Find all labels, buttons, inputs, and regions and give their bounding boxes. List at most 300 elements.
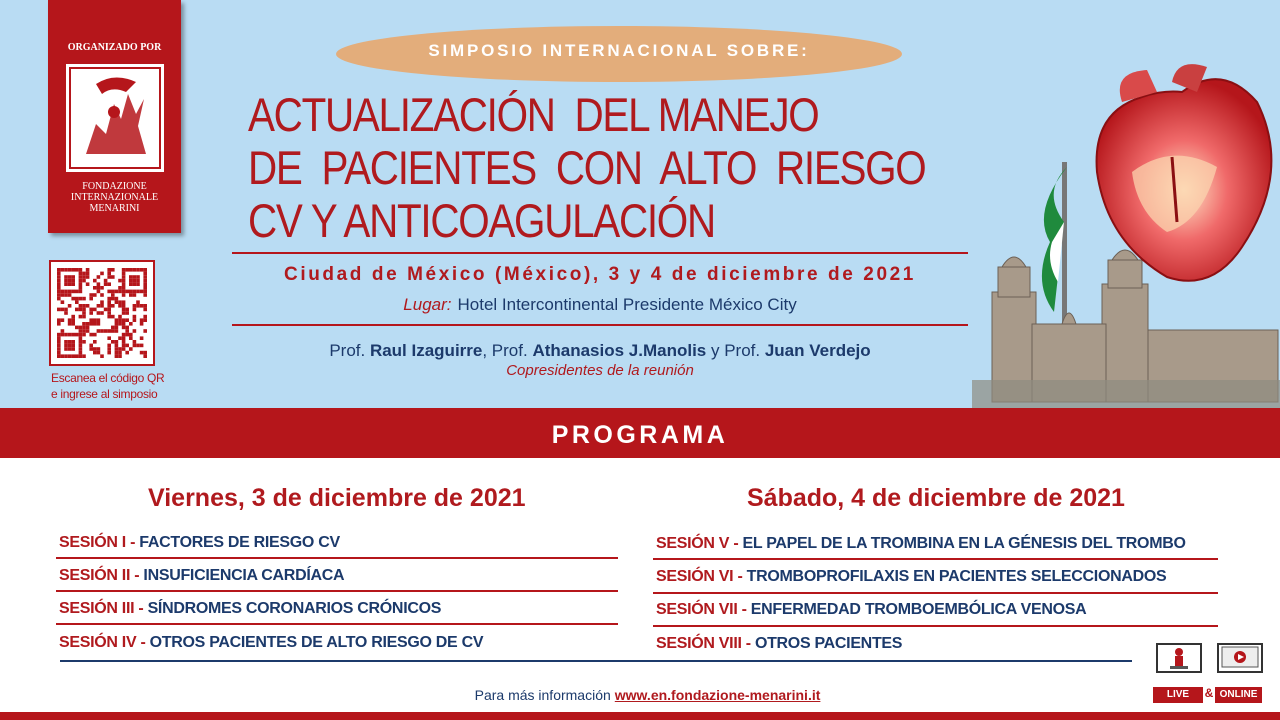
- qr-module: [61, 290, 65, 294]
- qr-module: [140, 268, 144, 272]
- session-title: ENFERMEDAD TROMBOEMBÓLICA VENOSA: [750, 601, 1087, 618]
- qr-module: [115, 340, 119, 344]
- qr-module: [57, 272, 61, 276]
- qr-module: [107, 315, 111, 319]
- session-title: EL PAPEL DE LA TROMBINA EN LA GÉNESIS DEL TROMBO: [742, 535, 1186, 552]
- chair-prefix: , Prof.: [482, 341, 533, 360]
- qr-module: [136, 304, 140, 308]
- qr-module: [64, 340, 68, 344]
- qr-module: [93, 286, 97, 290]
- qr-module: [143, 351, 147, 355]
- qr-module: [82, 304, 86, 308]
- qr-module: [122, 272, 126, 276]
- qr-module: [64, 311, 68, 315]
- qr-module: [86, 329, 90, 333]
- session-number: SESIÓN III -: [59, 600, 148, 617]
- qr-module: [125, 333, 129, 337]
- qr-module: [75, 300, 79, 304]
- session-item: [59, 567, 344, 585]
- chair-prefix: y Prof.: [706, 341, 765, 360]
- qr-module: [111, 268, 115, 272]
- qr-module: [100, 304, 104, 308]
- qr-module: [100, 293, 104, 297]
- qr-module: [86, 304, 90, 308]
- qr-module: [129, 279, 133, 283]
- qr-module: [86, 326, 90, 330]
- qr-module: [97, 311, 101, 315]
- venue-label: Lugar:: [403, 295, 452, 314]
- qr-module: [75, 354, 79, 358]
- qr-module: [143, 290, 147, 294]
- qr-module: [75, 290, 79, 294]
- qr-module: [125, 326, 129, 330]
- qr-module: [71, 333, 75, 337]
- qr-module: [57, 286, 61, 290]
- qr-module: [125, 268, 129, 272]
- qr-module: [79, 308, 83, 312]
- live-online-amp: &: [1204, 686, 1214, 700]
- qr-module: [125, 318, 129, 322]
- qr-module: [71, 340, 75, 344]
- qr-module: [93, 279, 97, 283]
- qr-module: [68, 347, 72, 351]
- qr-module: [125, 308, 129, 312]
- qr-module: [82, 272, 86, 276]
- qr-module: [115, 347, 119, 351]
- qr-module: [82, 329, 86, 333]
- qr-module: [111, 315, 115, 319]
- session-number: SESIÓN IV -: [59, 634, 150, 651]
- qr-module: [68, 340, 72, 344]
- qr-module: [97, 282, 101, 286]
- qr-module: [57, 322, 61, 326]
- qr-module: [89, 347, 93, 351]
- qr-module: [111, 340, 115, 344]
- qr-module: [82, 275, 86, 279]
- qr-module: [61, 329, 65, 333]
- qr-module: [82, 279, 86, 283]
- qr-module: [125, 351, 129, 355]
- symposium-title: [248, 88, 926, 247]
- qr-module: [79, 351, 83, 355]
- qr-module: [64, 279, 68, 283]
- qr-module: [75, 333, 79, 337]
- qr-module: [79, 336, 83, 340]
- online-monitor-icon: [1217, 643, 1263, 673]
- qr-module: [143, 354, 147, 358]
- qr-module: [57, 308, 61, 312]
- qr-module: [140, 318, 144, 322]
- qr-module: [133, 340, 137, 344]
- qr-module: [122, 318, 126, 322]
- qr-module: [61, 300, 65, 304]
- qr-module: [79, 333, 83, 337]
- qr-module: [82, 354, 86, 358]
- bottom-bar: [0, 712, 1280, 720]
- co-chairs-role: Copresidentes de la reunión: [506, 362, 694, 379]
- qr-module: [86, 282, 90, 286]
- chair-name-3: Juan Verdejo: [764, 341, 871, 360]
- qr-module: [68, 333, 72, 337]
- qr-module: [82, 322, 86, 326]
- qr-module: [97, 322, 101, 326]
- qr-module: [133, 315, 137, 319]
- qr-module: [118, 315, 122, 319]
- qr-module: [143, 304, 147, 308]
- qr-module: [115, 322, 119, 326]
- title-line-1: ACTUALIZACIÓN DEL MANEJO: [248, 88, 819, 141]
- qr-caption: [51, 370, 191, 402]
- session-number: SESIÓN VI -: [656, 568, 747, 585]
- qr-module: [89, 322, 93, 326]
- session-number: SESIÓN II -: [59, 567, 144, 584]
- qr-module: [118, 300, 122, 304]
- qr-module: [64, 354, 68, 358]
- website-link[interactable]: www.en.fondazione-menarini.it: [614, 687, 821, 703]
- qr-module: [79, 340, 83, 344]
- qr-module: [122, 279, 126, 283]
- qr-module: [143, 282, 147, 286]
- qr-module: [115, 300, 119, 304]
- qr-module: [125, 290, 129, 294]
- qr-module: [129, 333, 133, 337]
- session-number: SESIÓN VII -: [656, 601, 751, 618]
- qr-module: [136, 344, 140, 348]
- qr-module: [136, 290, 140, 294]
- qr-module: [111, 297, 115, 301]
- qr-module: [140, 304, 144, 308]
- qr-module: [57, 354, 61, 358]
- qr-module: [133, 308, 137, 312]
- qr-module: [61, 333, 65, 337]
- qr-module: [100, 300, 104, 304]
- qr-module: [79, 268, 83, 272]
- qr-module: [89, 318, 93, 322]
- venue-name: Hotel Intercontinental Presidente México City: [457, 295, 797, 314]
- qr-module: [115, 354, 119, 358]
- qr-module: [57, 293, 61, 297]
- qr-module: [71, 297, 75, 301]
- qr-module: [57, 318, 61, 322]
- qr-code[interactable]: [49, 260, 155, 366]
- qr-module: [111, 304, 115, 308]
- qr-module: [107, 297, 111, 301]
- qr-module: [71, 279, 75, 283]
- qr-module: [57, 340, 61, 344]
- qr-module: [57, 268, 61, 272]
- qr-module: [82, 340, 86, 344]
- qr-module: [122, 333, 126, 337]
- qr-module: [129, 275, 133, 279]
- qr-module: [97, 318, 101, 322]
- qr-module: [93, 351, 97, 355]
- live-badge: LIVE: [1153, 687, 1203, 703]
- qr-module: [57, 290, 61, 294]
- qr-module: [107, 351, 111, 355]
- qr-module: [82, 297, 86, 301]
- qr-module: [133, 344, 137, 348]
- qr-module: [133, 293, 137, 297]
- session-divider: [56, 590, 618, 592]
- day-1-heading: Viernes, 3 de diciembre de 2021: [148, 484, 526, 512]
- qr-module: [68, 354, 72, 358]
- qr-module: [122, 293, 126, 297]
- session-number: SESIÓN V -: [656, 535, 743, 552]
- session-title: OTROS PACIENTES DE ALTO RIESGO DE CV: [149, 634, 484, 651]
- qr-module: [71, 344, 75, 348]
- qr-module: [107, 344, 111, 348]
- qr-module: [111, 293, 115, 297]
- qr-module: [115, 351, 119, 355]
- qr-module: [86, 275, 90, 279]
- program-bottom-rule: [60, 660, 1132, 662]
- session-title: FACTORES DE RIESGO CV: [139, 534, 340, 551]
- qr-code-icon: [51, 262, 153, 364]
- qr-module: [89, 311, 93, 315]
- qr-module: [129, 347, 133, 351]
- qr-module: [93, 318, 97, 322]
- qr-module: [125, 329, 129, 333]
- session-title: INSUFICIENCIA CARDÍACA: [143, 567, 345, 584]
- qr-module: [100, 354, 104, 358]
- qr-module: [143, 279, 147, 283]
- qr-module: [86, 268, 90, 272]
- heart-icon: [1097, 64, 1272, 281]
- qr-module: [104, 279, 108, 283]
- qr-module: [61, 268, 65, 272]
- qr-module: [143, 329, 147, 333]
- qr-module: [143, 293, 147, 297]
- qr-module: [115, 326, 119, 330]
- qr-module: [100, 286, 104, 290]
- qr-module: [133, 290, 137, 294]
- co-chairs: [232, 341, 968, 361]
- session-item: [59, 534, 340, 552]
- session-item: [656, 535, 1186, 553]
- qr-module: [107, 290, 111, 294]
- qr-module: [64, 275, 68, 279]
- qr-module: [136, 268, 140, 272]
- session-number: SESIÓN VIII -: [656, 635, 755, 652]
- qr-module: [82, 333, 86, 337]
- qr-module: [71, 282, 75, 286]
- qr-module: [86, 272, 90, 276]
- cathedral-icon: [992, 250, 1278, 402]
- session-divider: [56, 623, 618, 625]
- qr-module: [115, 344, 119, 348]
- qr-module: [122, 322, 126, 326]
- organizer-name: FONDAZIONE INTERNAZIONALE MENARINI: [70, 181, 159, 214]
- qr-module: [115, 329, 119, 333]
- qr-module: [71, 347, 75, 351]
- qr-module: [93, 333, 97, 337]
- qr-module: [93, 322, 97, 326]
- kicker-text: SIMPOSIO INTERNACIONAL SOBRE:: [428, 41, 810, 60]
- organizer-label: ORGANIZADO POR: [67, 42, 162, 53]
- qr-module: [107, 300, 111, 304]
- qr-module: [57, 344, 61, 348]
- qr-module: [122, 304, 126, 308]
- qr-module: [129, 290, 133, 294]
- qr-module: [125, 344, 129, 348]
- qr-module: [107, 336, 111, 340]
- qr-module: [107, 311, 111, 315]
- qr-module: [118, 351, 122, 355]
- qr-module: [133, 304, 137, 308]
- qr-module: [89, 344, 93, 348]
- qr-module: [122, 340, 126, 344]
- qr-module: [118, 354, 122, 358]
- qr-module: [122, 282, 126, 286]
- qr-module: [68, 322, 72, 326]
- qr-module: [79, 326, 83, 330]
- session-item: [59, 600, 441, 618]
- qr-module: [129, 293, 133, 297]
- session-item: [59, 634, 483, 652]
- qr-module: [143, 272, 147, 276]
- qr-module: [136, 300, 140, 304]
- qr-module: [122, 336, 126, 340]
- qr-module: [75, 326, 79, 330]
- qr-module: [143, 308, 147, 312]
- qr-module: [115, 318, 119, 322]
- qr-module: [140, 290, 144, 294]
- qr-module: [107, 275, 111, 279]
- qr-module: [64, 333, 68, 337]
- qr-module: [143, 286, 147, 290]
- qr-module: [107, 272, 111, 276]
- pegasus-emblem-icon: [66, 64, 164, 172]
- qr-module: [129, 268, 133, 272]
- qr-module: [122, 286, 126, 290]
- qr-module: [136, 282, 140, 286]
- venue-line: [232, 295, 968, 315]
- qr-module: [133, 329, 137, 333]
- qr-module: [89, 333, 93, 337]
- qr-module: [57, 347, 61, 351]
- chair-name-2: Athanasios J.Manolis: [532, 341, 707, 360]
- qr-module: [57, 275, 61, 279]
- session-title: TROMBOPROFILAXIS EN PACIENTES SELECCIONADOS: [746, 568, 1167, 585]
- qr-module: [118, 318, 122, 322]
- qr-module: [61, 308, 65, 312]
- session-title: SÍNDROMES CORONARIOS CRÓNICOS: [147, 600, 442, 617]
- qr-module: [64, 290, 68, 294]
- qr-module: [75, 268, 79, 272]
- qr-module: [107, 329, 111, 333]
- qr-module: [86, 322, 90, 326]
- qr-module: [143, 268, 147, 272]
- session-divider: [56, 557, 618, 559]
- qr-module: [82, 326, 86, 330]
- qr-module: [100, 311, 104, 315]
- footer-info: [0, 687, 1280, 703]
- qr-module: [93, 293, 97, 297]
- session-divider: [653, 558, 1218, 560]
- qr-module: [104, 282, 108, 286]
- qr-module: [133, 268, 137, 272]
- qr-module: [71, 322, 75, 326]
- qr-module: [118, 322, 122, 326]
- qr-module: [57, 351, 61, 355]
- qr-module: [133, 275, 137, 279]
- qr-module: [118, 304, 122, 308]
- organizer-logo: [48, 0, 181, 233]
- qr-caption-line1: Escanea el código QR: [51, 371, 165, 385]
- qr-module: [122, 308, 126, 312]
- qr-module: [122, 268, 126, 272]
- qr-module: [104, 308, 108, 312]
- qr-module: [143, 275, 147, 279]
- live-presenter-icon: [1156, 643, 1202, 673]
- qr-module: [82, 315, 86, 319]
- qr-module: [89, 293, 93, 297]
- qr-module: [107, 347, 111, 351]
- qr-module: [64, 308, 68, 312]
- qr-module: [68, 275, 72, 279]
- qr-module: [111, 329, 115, 333]
- qr-module: [97, 329, 101, 333]
- qr-module: [107, 308, 111, 312]
- qr-module: [118, 347, 122, 351]
- qr-module: [61, 318, 65, 322]
- qr-module: [122, 311, 126, 315]
- qr-module: [140, 351, 144, 355]
- session-item: [656, 568, 1166, 586]
- qr-module: [79, 347, 83, 351]
- qr-module: [136, 275, 140, 279]
- qr-module: [111, 290, 115, 294]
- city-date: Ciudad de México (México), 3 y 4 de diciembre de 2021: [284, 264, 916, 285]
- qr-module: [75, 308, 79, 312]
- qr-module: [118, 336, 122, 340]
- qr-module: [79, 286, 83, 290]
- qr-module: [129, 336, 133, 340]
- qr-module: [89, 297, 93, 301]
- qr-module: [118, 286, 122, 290]
- qr-module: [129, 282, 133, 286]
- qr-module: [125, 311, 129, 315]
- qr-module: [79, 354, 83, 358]
- venue-divider: [232, 324, 968, 326]
- qr-module: [122, 347, 126, 351]
- qr-module: [111, 275, 115, 279]
- qr-module: [71, 290, 75, 294]
- qr-module: [79, 304, 83, 308]
- qr-module: [64, 293, 68, 297]
- qr-module: [79, 275, 83, 279]
- qr-module: [79, 329, 83, 333]
- qr-module: [64, 268, 68, 272]
- qr-module: [97, 304, 101, 308]
- qr-module: [68, 279, 72, 283]
- qr-module: [82, 308, 86, 312]
- qr-module: [122, 344, 126, 348]
- qr-module: [57, 282, 61, 286]
- qr-module: [79, 282, 83, 286]
- day-2-heading: Sábado, 4 de diciembre de 2021: [747, 484, 1125, 512]
- qr-module: [143, 315, 147, 319]
- title-divider: [232, 252, 968, 254]
- qr-module: [79, 272, 83, 276]
- qr-module: [57, 279, 61, 283]
- qr-module: [97, 275, 101, 279]
- qr-module: [143, 318, 147, 322]
- session-divider: [653, 592, 1218, 594]
- session-item: [656, 635, 902, 653]
- qr-module: [93, 340, 97, 344]
- qr-module: [133, 282, 137, 286]
